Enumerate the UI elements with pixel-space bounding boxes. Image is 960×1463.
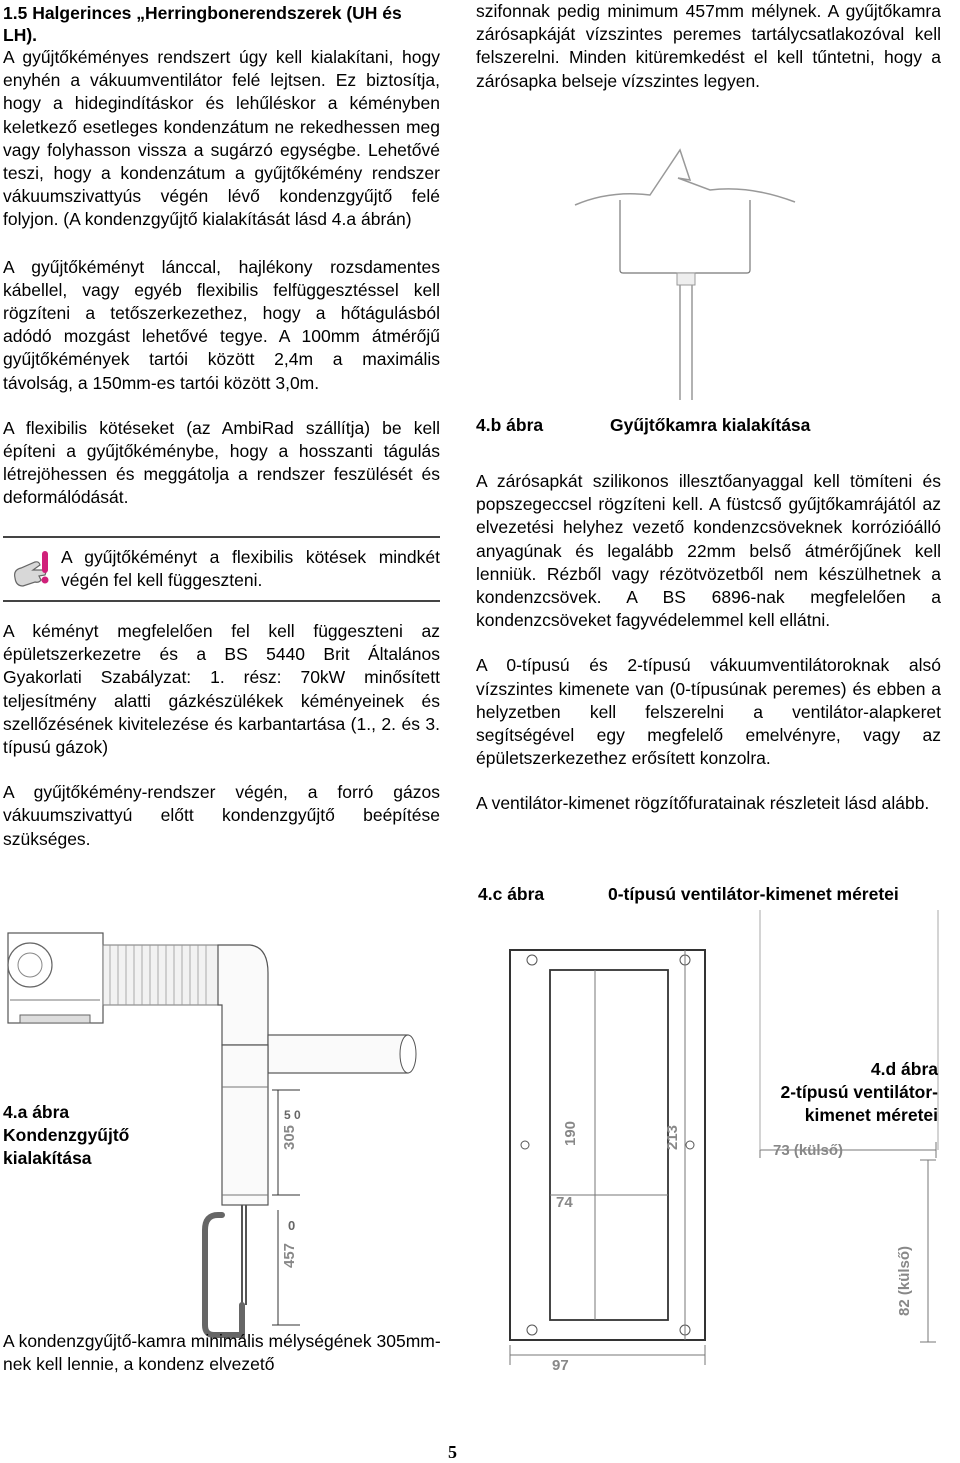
figure-4d-title-line2: kimenet méretei xyxy=(804,1105,938,1125)
dim-50: 5 0 xyxy=(284,1108,301,1122)
left-column xyxy=(3,2,440,851)
figure-4c-number: 4.c ábra xyxy=(478,884,545,904)
figure-4c-title: 0-típusú ventilátor-kimenet méretei xyxy=(608,884,899,904)
paragraph-chamber-depth: A kondenzgyűjtő-kamra minimális mélységének 305mm-nek kell lennie, a kondenz elvezető xyxy=(3,1331,441,1375)
dim-457: 457 xyxy=(281,1242,298,1268)
bottom-text-block xyxy=(3,1330,443,1376)
dim-0: 0 xyxy=(288,1218,296,1233)
dim-74: 74 xyxy=(556,1194,573,1211)
paragraph-sealing: A zárósapkát szilikonos illesztőanyaggal kell tömíteni és popszegeccsel rögzíteni kell. A füstcső gyűjtőkamrájától az elvezetési helyhez vezető kondenzcsöveknek korrózióálló anyagúnak és legalább 22mm belső átmérőjűnek kell lenniük. Rézből vagy rézötvözetből nem készülhetnek a kondenzcsövek. A BS 6896-nak megfelelően a kondenzcsöveket fagyvédelemmel kell ellátni. xyxy=(476,471,941,631)
figure-4a-title-line2: kialakítása xyxy=(3,1148,92,1168)
dim-73-outer: 73 (külső) xyxy=(773,1142,844,1159)
figure-4d-caption xyxy=(748,1058,938,1127)
figure-4d-number: 4.d ábra xyxy=(870,1059,938,1079)
warning-text: A gyűjtőkéményt a flexibilis kötések mindkét végén fel kell függeszteni. xyxy=(61,546,440,590)
paragraph-condensate-trap: A gyűjtőkémény-rendszer végén, a forró gázos vákuumszivattyú előtt kondenzgyűjtő beépítése szükséges. xyxy=(3,782,440,849)
dim-190: 190 xyxy=(562,1120,579,1146)
figure-4b-title: Gyűjtőkamra kialakítása xyxy=(610,415,811,435)
page-number: 5 xyxy=(448,1442,457,1462)
right-column-mid xyxy=(476,470,941,816)
figure-4a-title-line1: Kondenzgyűjtő xyxy=(3,1125,130,1145)
dim-97: 97 xyxy=(552,1357,569,1374)
right-column-top xyxy=(476,0,941,93)
paragraph-suspension: A gyűjtőkéményt lánccal, hajlékony rozsdamentes kábellel, vagy egyéb flexibilis felfüggesztéssel kell rögzíteni a tetőszerkezethez, hogy a hőtágulásból adódó mozgást lehetővé tegye. A 100mm átmérőjű gyűjtőkémények tartói között 2,4m a maximális távolság, a 150mm-es tartói között 3,0m. xyxy=(3,256,440,393)
figure-4a-number: 4.a ábra xyxy=(3,1102,70,1122)
paragraph-bs5440: A kéményt megfelelően fel kell függeszteni az épületszerkezetre és a BS 5440 Brit Általános Gyakorlati Szabályzat: 1. rész: 70kW minősített teljesítmény alatti gázkészülékek kéményeinek és szellőzésének kivitelezése és karbantartása (1., 2. és 3. típusú gázok) xyxy=(3,621,440,758)
paragraph-fan-outlet: A 0-típusú és 2-típusú vákuumventilátoroknak alsó vízszintes kimenete van (0-típusúnak peremes) és ebben a helyzetben kell felszerelni a ventilátor-alapkeret segítségével egy megfelelő emelvényre, vagy az épületszerkezethez erősített konzolra. xyxy=(476,655,941,769)
paragraph-siphon: szifonnak pedig minimum 457mm mélynek. A gyűjtőkamra zárósapkáját vízszintes peremes tartálycsatlakozóval kell felszerelni. Minden kitüremkedést el kell tűntetni, hogy a zárósapka belseje vízszintes legyen. xyxy=(476,1,941,91)
figure-4a-caption xyxy=(3,1101,129,1170)
warning-box xyxy=(3,536,440,602)
paragraph-flexible-joints: A flexibilis kötéseket (az AmbiRad szállítja) be kell építeni a gyűjtőkéménybe, hogy a hosszanti tágulás létrejöhessen és meggátolja a rendszer feszülését és deformálódását. xyxy=(3,417,440,508)
dim-305: 305 xyxy=(281,1124,298,1150)
figure-4d-title-line1: 2-típusú ventilátor- xyxy=(780,1082,938,1102)
dim-82-outer: 82 (külső) xyxy=(896,1245,913,1316)
paragraph-slope: A gyűjtőkéményes rendszert úgy kell kialakítani, hogy enyhén a vákuumventilátor felé lejtsen. Ez biztosítja, hogy a hidegindításkor és lehűléskor a kéményben keletkező esetleges kondenzátum ne rekedhessen meg vagy folyhasson vissza a sugárzó egységbe. Lehetővé teszi, hogy a kondenzátum a gyűjtőkémény rendszer vákuumszivattyús végén lévő kondenzgyűjtő felé folyjon. (A kondenzgyűjtő kialakítását lásd 4.a ábrán) xyxy=(3,47,440,230)
figure-4b-drawing xyxy=(560,130,810,420)
dim-213: 213 xyxy=(664,1124,681,1150)
warning-hand-icon xyxy=(9,548,55,594)
paragraph-see-below: A ventilátor-kimenet rögzítőfuratainak részleteit lásd alább. xyxy=(476,793,930,814)
figure-4b-number: 4.b ábra xyxy=(476,415,544,435)
figure-4c-drawing xyxy=(460,910,960,1390)
section-title: 1.5 Halgerinces „Herringbonerendszerek (UH és LH). xyxy=(3,3,402,45)
